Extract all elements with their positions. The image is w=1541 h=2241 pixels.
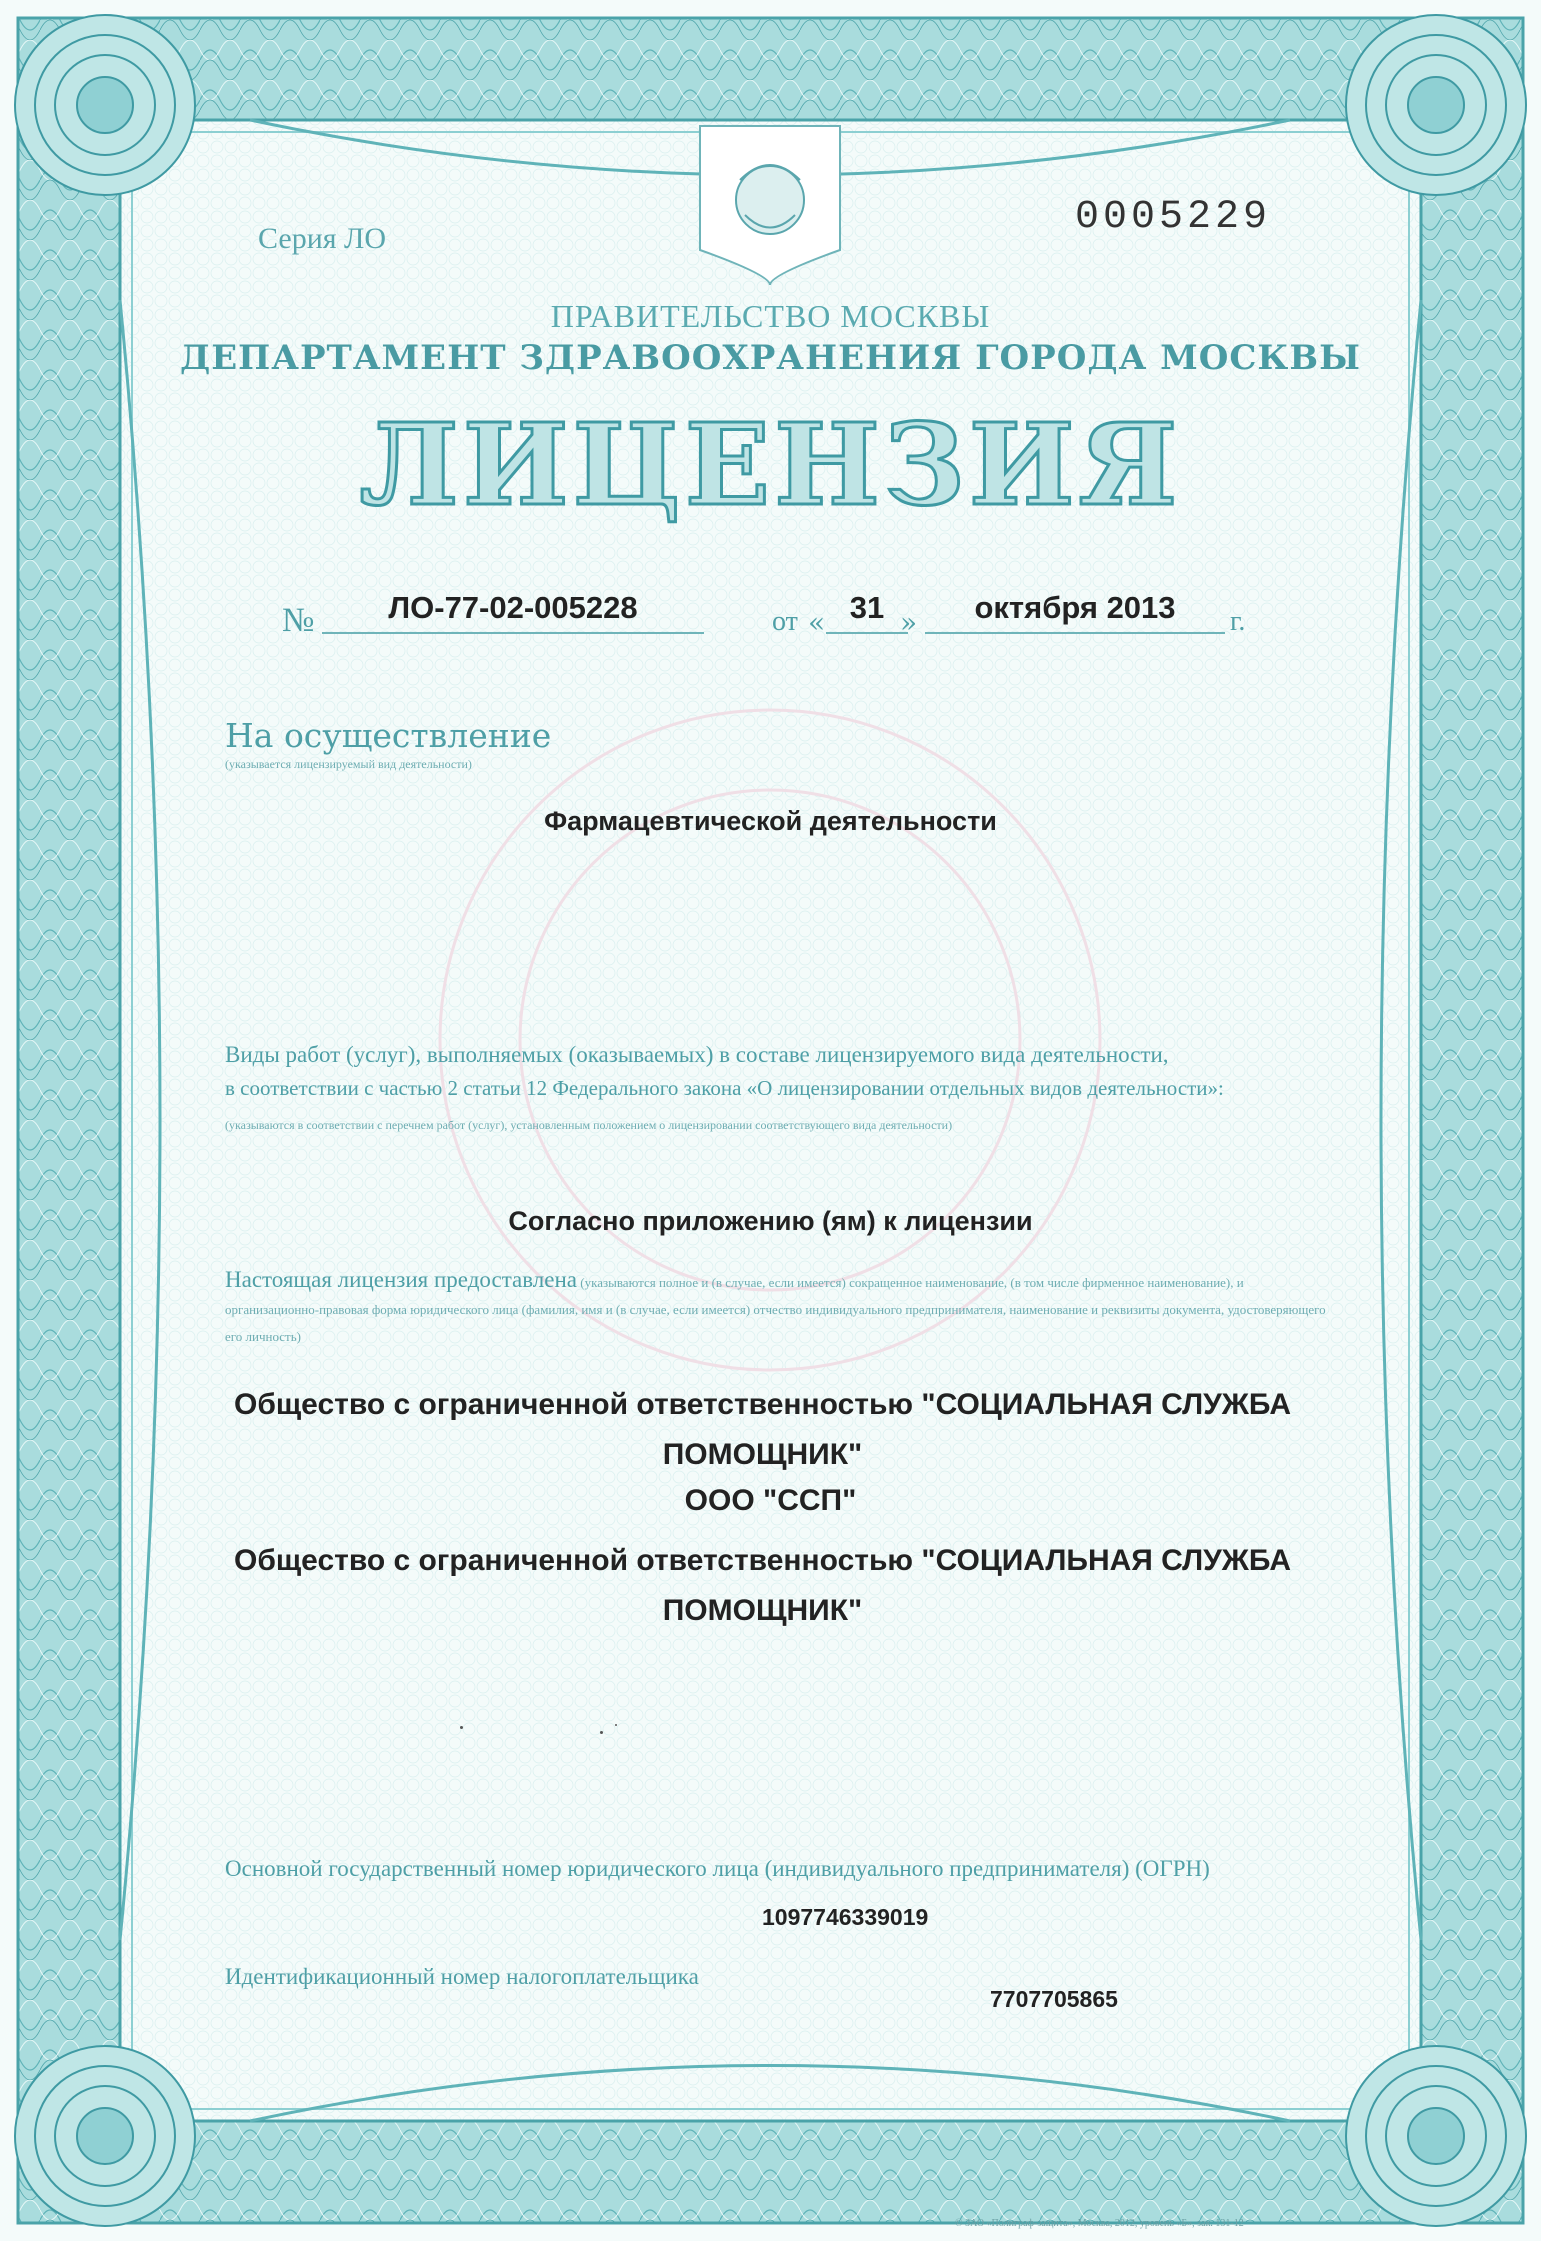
ogrn-label: Основной государственный номер юридического лица (индивидуального предпринимателя) (ОГРН) bbox=[225, 1856, 1210, 1881]
activity-hint: (указывается лицензируемый вид деятельности) bbox=[225, 757, 472, 771]
date-from-label: от bbox=[772, 606, 798, 637]
works-value: Согласно приложению (ям) к лицензии bbox=[508, 1206, 1033, 1236]
issued-lead: Настоящая лицензия предоставлена bbox=[225, 1267, 577, 1292]
inn-value: 7707705865 bbox=[990, 1986, 1118, 2012]
department-heading: ДЕПАРТАМЕНТ ЗДРАВООХРАНЕНИЯ ГОРОДА МОСКВЫ bbox=[180, 338, 1361, 378]
inn-label: Идентификационный номер налогоплательщика bbox=[225, 1964, 699, 1989]
corner-rosette-top-right bbox=[1346, 15, 1526, 195]
government-heading: ПРАВИТЕЛЬСТВО МОСКВЫ bbox=[550, 298, 991, 334]
open-quote: « bbox=[808, 606, 826, 639]
printer-footer: © ЗАО «Полиграф-защита», Москва, 2012, уровень «Б», зак. 131-12 bbox=[955, 2218, 1244, 2229]
license-number: ЛО-77-02-005228 bbox=[322, 590, 704, 634]
ink-speck bbox=[600, 1731, 603, 1734]
activity-value: Фармацевтической деятельности bbox=[544, 806, 997, 836]
holder-full-name-repeat: Общество с ограниченной ответственностью "СОЦИАЛЬНАЯ СЛУЖБА ПОМОЩНИК" bbox=[233, 1544, 1292, 1627]
ink-speck bbox=[460, 1726, 463, 1729]
serial-number: 0005229 bbox=[1075, 195, 1272, 240]
holder-full-name: Общество с ограниченной ответственностью "СОЦИАЛЬНАЯ СЛУЖБА ПОМОЩНИК" bbox=[233, 1388, 1292, 1471]
ogrn-value: 1097746339019 bbox=[762, 1904, 929, 1930]
corner-rosette-bottom-right bbox=[1346, 2046, 1526, 2226]
corner-rosette-top-left bbox=[15, 15, 195, 195]
number-sign: № bbox=[282, 602, 315, 639]
date-day: 31 bbox=[826, 590, 908, 634]
series-label: Серия ЛО bbox=[258, 222, 387, 255]
holder-short-name: ООО "ССП" bbox=[684, 1484, 857, 1517]
works-description-line-2: в соответствии с частью 2 статьи 12 Федерального закона «О лицензировании отдельных видов деятельности»: bbox=[225, 1076, 1224, 1100]
close-quote: » bbox=[900, 606, 918, 639]
activity-label: На осуществление bbox=[225, 716, 552, 755]
year-suffix: г. bbox=[1230, 606, 1246, 637]
issued-to-block bbox=[225, 1266, 1335, 1350]
corner-rosette-bottom-left bbox=[15, 2046, 195, 2226]
issued-hint: (указываются полное и (в случае, если имеется) сокращенное наименование, (в том числе фирменное наименование), и организационно-правовая форма юридического лица (фамилия, имя и (в случае, если имеется) отчество индивидуального предпринимателя, наименование и реквизиты документа, удостоверяющего его личность) bbox=[225, 1275, 1326, 1344]
works-hint: (указываются в соответствии с перечнем работ (услуг), установленным положением о лицензировании соответствующего вида деятельности) bbox=[225, 1118, 953, 1132]
document-title: ЛИЦЕНЗИЯ bbox=[359, 400, 1182, 531]
date-month-year: октября 2013 bbox=[925, 590, 1225, 634]
ink-speck bbox=[615, 1724, 617, 1726]
works-description-line-1: Виды работ (услуг), выполняемых (оказываемых) в составе лицензируемого вида деятельности, bbox=[225, 1042, 1169, 1067]
